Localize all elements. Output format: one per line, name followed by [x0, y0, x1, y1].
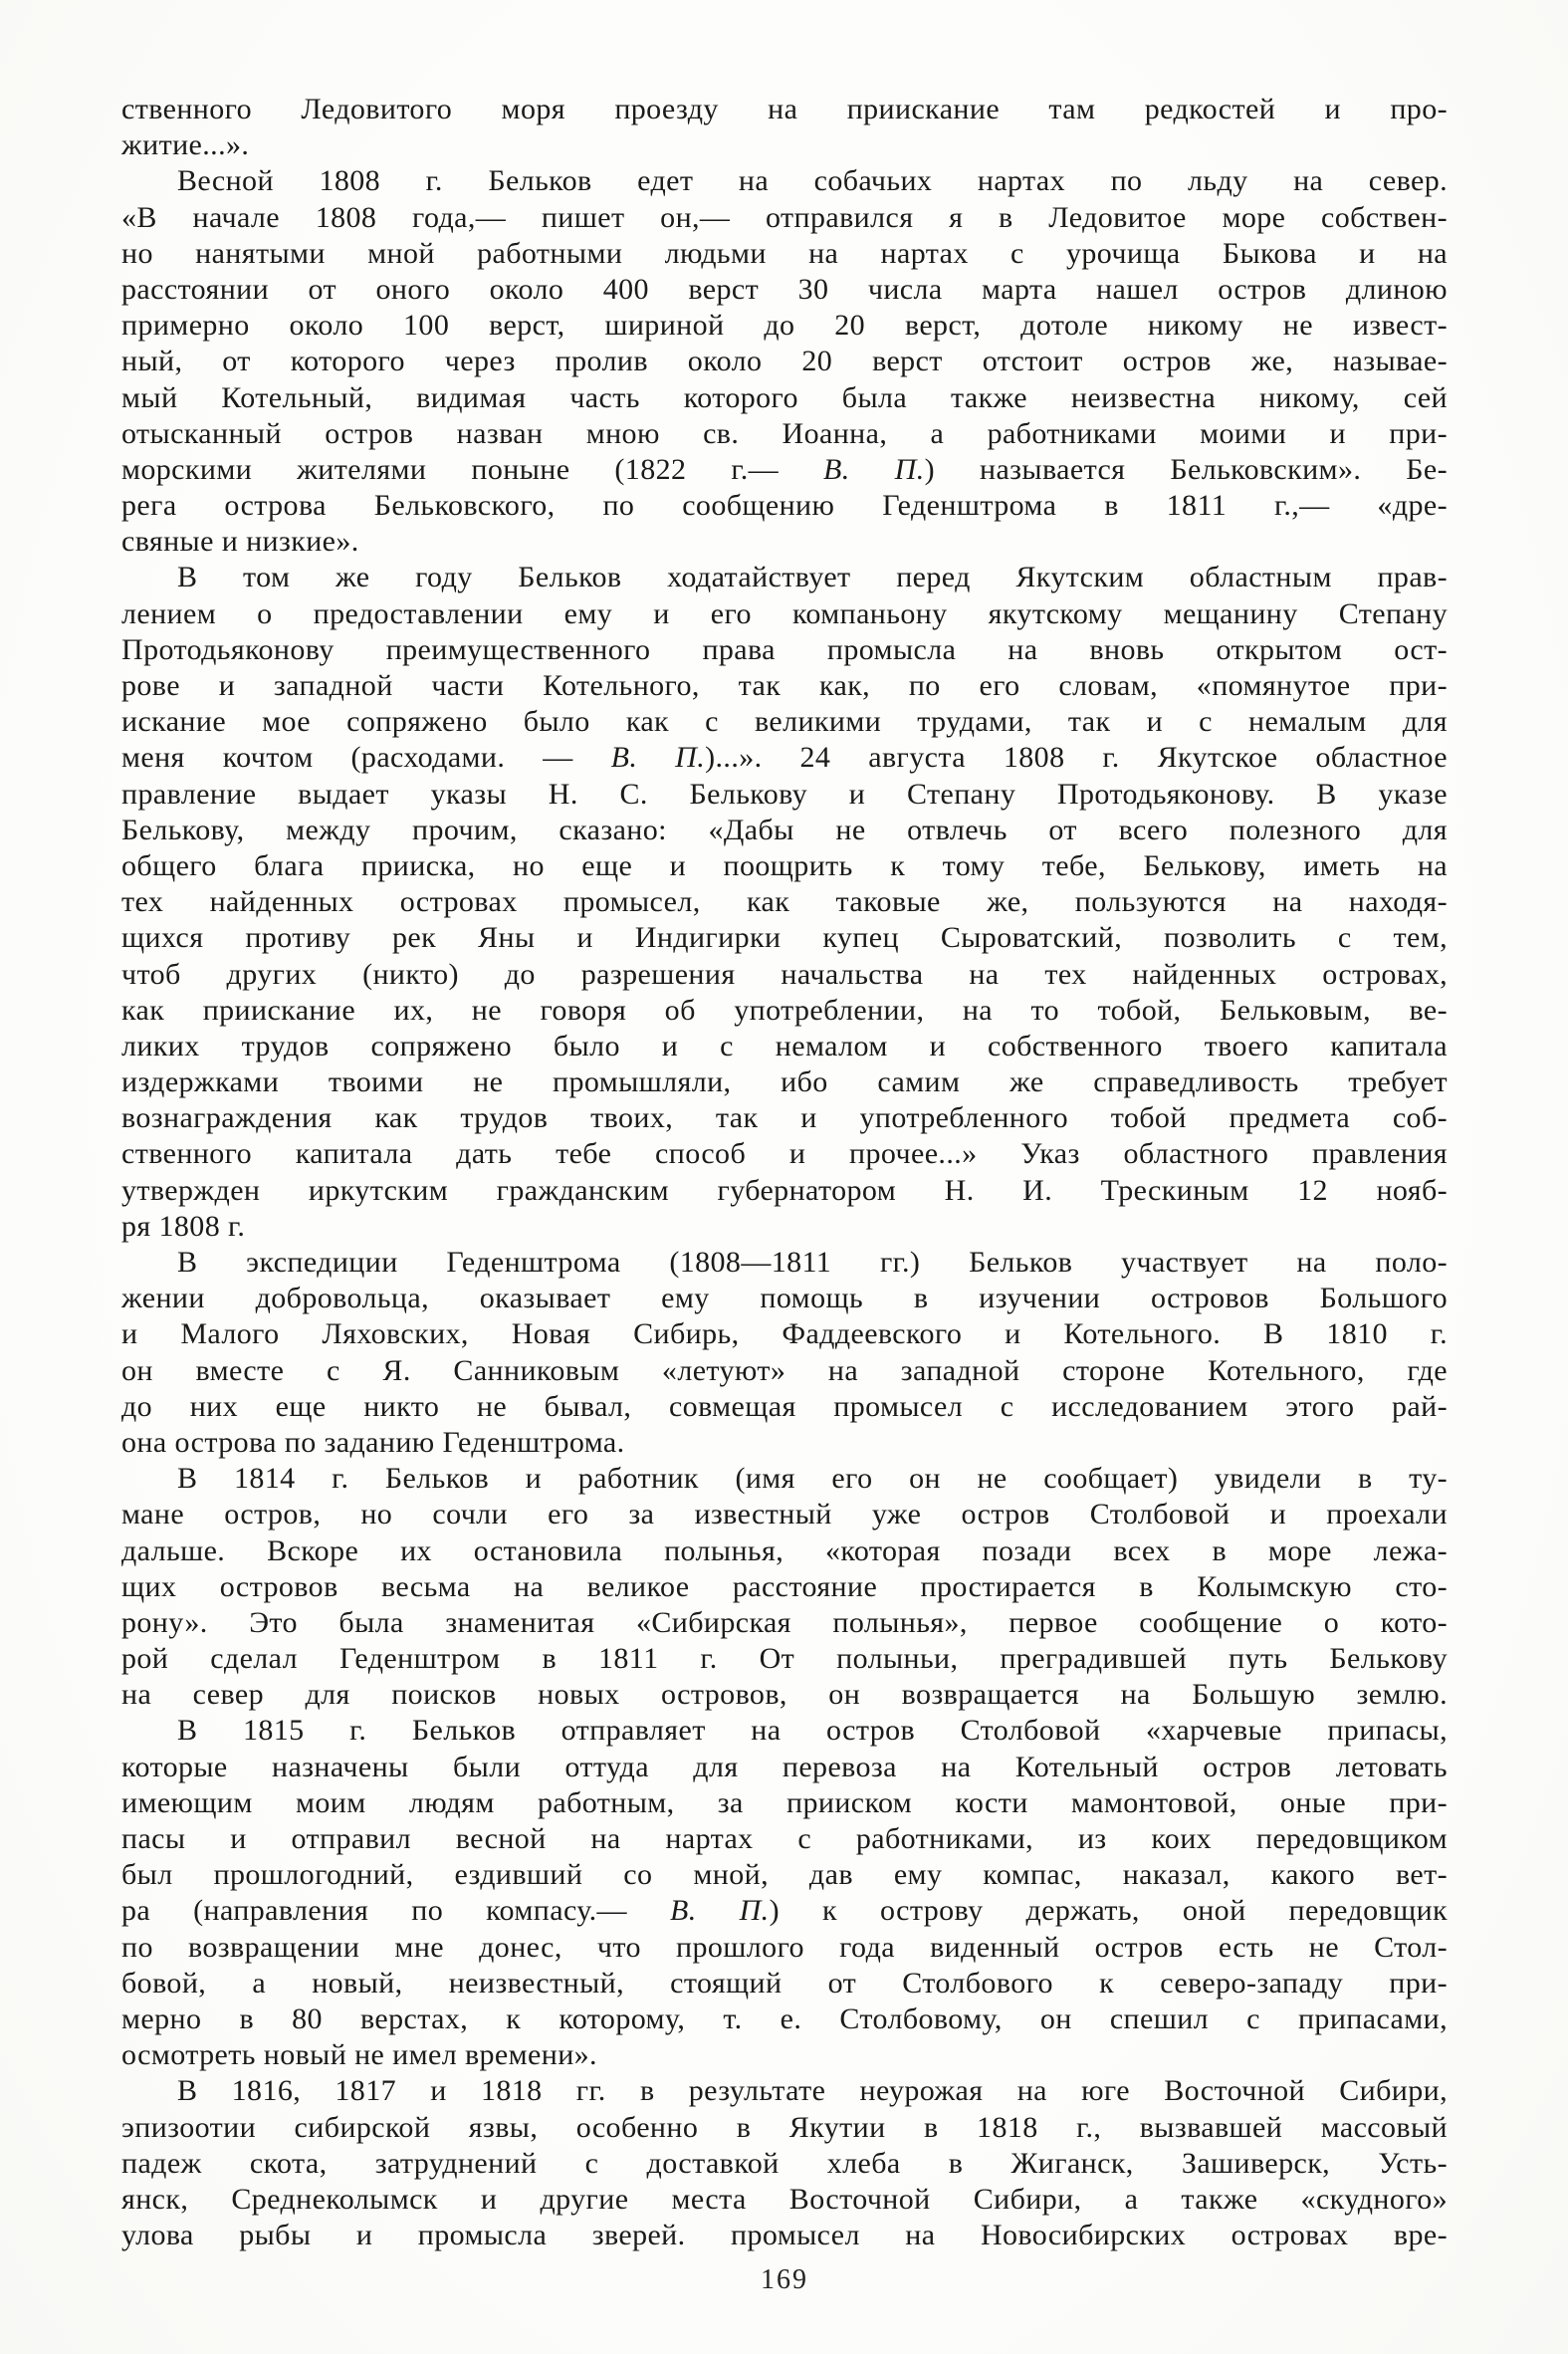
- text-line: рове и западной части Котельного, так как, по его словам, «помянутое при-: [121, 669, 1448, 702]
- text-line: искание мое сопряжено было как с великими трудами, так и с немалым для: [121, 705, 1448, 739]
- text-line: падеж скота, затруднений с доставкой хлеба в Жиганск, Зашиверск, Усть-: [121, 2146, 1448, 2180]
- text-line: Весной 1808 г. Бельков едет на собачьих нартах по льду на север.: [177, 164, 1448, 198]
- text-line: ственного капитала дать тебе способ и прочее...» Указ областного правления: [121, 1137, 1448, 1171]
- text-line: щихся противу рек Яны и Индигирки купец Сыроватский, позволить с тем,: [121, 921, 1448, 955]
- page-number: 169: [761, 2264, 808, 2295]
- text-line: на север для поисков новых островов, он возвращается на Большую землю.: [121, 1678, 1448, 1712]
- text-line: ликих трудов сопряжено было и с немалом и собственного твоего капитала: [121, 1029, 1448, 1062]
- text-line: был прошлогодний, ездивший со мной, дав ему компас, наказал, какого вет-: [121, 1858, 1448, 1892]
- text-line: и Малого Ляховских, Новая Сибирь, Фаддеевского и Котельного. В 1810 г.: [121, 1317, 1448, 1351]
- text-line: рега острова Бельковского, по сообщению Геденштрома в 1811 г.,— «дре-: [121, 489, 1448, 523]
- text-line: как приискание их, не говоря об употреблении, на то тобой, Бельковым, ве-: [121, 993, 1448, 1027]
- text-line: В том же году Бельков ходатайствует перед Якутским областным прав-: [177, 561, 1448, 594]
- text-line: осмотреть новый не имел времени».: [121, 2038, 597, 2072]
- text-line: свяные и низкие».: [121, 525, 359, 559]
- text-line: рону». Это была знаменитая «Сибирская полынья», первое сообщение о кото-: [121, 1605, 1448, 1639]
- text-line: мерно в 80 верстах, к которому, т. е. Столбовому, он спешил с припасами,: [121, 2001, 1448, 2035]
- text-line: лением о предоставлении ему и его компаньону якутскому мещанину Степану: [121, 596, 1448, 630]
- text-line: В 1814 г. Бельков и работник (имя его он не сообщает) увидели в ту-: [177, 1462, 1448, 1496]
- text-line: морскими жителями поныне (1822 г.— В. П.) называется Бельковским». Бе-: [121, 452, 1448, 486]
- editor-initials-italic: В. П.: [669, 1894, 770, 1928]
- text-line: меня кочтом (расходами. — В. П.)...». 24 августа 1808 г. Якутское областное: [121, 741, 1448, 775]
- text-line: щих островов весьма на великое расстояние простирается в Колымскую сто-: [121, 1569, 1448, 1603]
- text-line: которые назначены были оттуда для перевоза на Котельный остров летовать: [121, 1750, 1448, 1783]
- text-line: Белькову, между прочим, сказано: «Дабы не отвлечь от всего полезного для: [121, 813, 1448, 846]
- text-line: ря 1808 г.: [121, 1209, 246, 1243]
- text-line: мане остров, но сочли его за известный уже остров Столбовой и проехали: [121, 1498, 1448, 1531]
- text-line: «В начале 1808 года,— пишет он,— отправился я в Ледовитое море собствен-: [121, 200, 1448, 234]
- text-line: издержками твоими не промышляли, ибо самим же справедливость требует: [121, 1065, 1448, 1099]
- text-line: рой сделал Геденштром в 1811 г. От полыньи, преградившей путь Белькову: [121, 1642, 1448, 1676]
- text-line: В 1816, 1817 и 1818 гг. в результате неурожая на юге Восточной Сибири,: [177, 2074, 1448, 2108]
- text-line: улова рыбы и промысла зверей. промысел на Новосибирских островах вре-: [121, 2219, 1448, 2252]
- text-line: В 1815 г. Бельков отправляет на остров Столбовой «харчевые припасы,: [177, 1714, 1448, 1748]
- text-line: отысканный остров назван мною св. Иоанна, а работниками моими и при-: [121, 416, 1448, 450]
- text-line: В экспедиции Геденштрома (1808—1811 гг.) Бельков участвует на поло-: [177, 1246, 1448, 1279]
- text-line: она острова по заданию Геденштрома.: [121, 1425, 625, 1459]
- text-line: дальше. Вскоре их остановила полынья, «которая позади всех в море лежа-: [121, 1533, 1448, 1567]
- text-line: эпизоотии сибирской язвы, особенно в Якутии в 1818 г., вызвавшей массовый: [121, 2110, 1448, 2144]
- text-line: ственного Ледовитого моря проезду на приискание там редкостей и про-: [121, 93, 1448, 125]
- text-line: вознаграждения как трудов твоих, так и употребленного тобой предмета соб-: [121, 1101, 1448, 1135]
- text-line: до них еще никто не бывал, совмещая промысел с исследованием этого рай-: [121, 1389, 1448, 1423]
- text-line: примерно около 100 верст, шириной до 20 верст, дотоле никому не извест-: [121, 309, 1448, 343]
- text-line: ра (направления по компасу.— В. П.) к острову держать, оной передовщик: [121, 1894, 1448, 1928]
- text-line: янск, Среднеколымск и другие места Восточной Сибири, а также «скудного»: [121, 2182, 1448, 2216]
- text-line: расстоянии от оного около 400 верст 30 числа марта нашел остров длиною: [121, 272, 1448, 306]
- text-line: Протодьяконову преимущественного права промысла на вновь открытом ост-: [121, 632, 1448, 666]
- text-line: он вместе с Я. Санниковым «летуют» на западной стороне Котельного, где: [121, 1353, 1448, 1387]
- editor-initials-italic: В. П.: [610, 741, 706, 775]
- text-line: чтоб других (никто) до разрешения начальства на тех найденных островах,: [121, 957, 1448, 991]
- text-line: бовой, а новый, неизвестный, стоящий от Столбового к северо-западу при-: [121, 1966, 1448, 2000]
- text-line: имеющим моим людям работным, за прииском кости мамонтовой, оные при-: [121, 1785, 1448, 1819]
- text-line: тех найденных островах промысел, как таковые же, пользуются на находя-: [121, 885, 1448, 919]
- text-line: но нанятыми мной работными людьми на нартах с урочища Быкова и на: [121, 236, 1448, 270]
- text-line: житие...».: [121, 128, 250, 162]
- text-line: правление выдает указы Н. С. Белькову и Степану Протодьяконову. В указе: [121, 777, 1448, 811]
- text-line: по возвращении мне донес, что прошлого года виденный остров есть не Стол-: [121, 1930, 1448, 1964]
- text-line: пасы и отправил весной на нартах с работниками, из коих передовщиком: [121, 1822, 1448, 1855]
- text-line: общего блага прииска, но еще и поощрить к тому тебе, Белькову, иметь на: [121, 848, 1448, 882]
- page-text: [121, 92, 1448, 2253]
- text-line: ный, от которого через пролив около 20 верст отстоит остров же, называе-: [121, 345, 1448, 378]
- text-line: мый Котельный, видимая часть которого была также неизвестна никому, сей: [121, 380, 1448, 414]
- text-line: жении добровольца, оказывает ему помощь в изучении островов Большого: [121, 1282, 1448, 1315]
- text-line: утвержден иркутским гражданским губернатором Н. И. Трескиным 12 нояб-: [121, 1173, 1448, 1207]
- editor-initials-italic: В. П.: [823, 452, 925, 486]
